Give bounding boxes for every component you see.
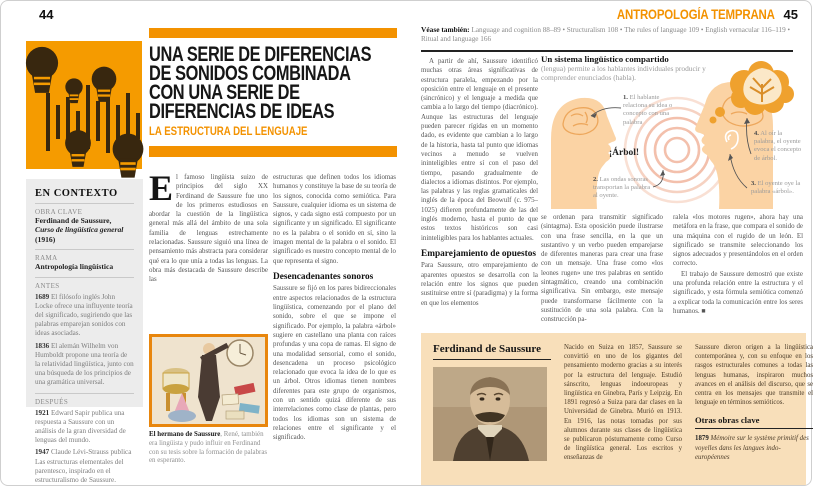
context-heading: EN CONTEXTO — [35, 188, 134, 204]
divider — [35, 393, 134, 394]
context-obra-value: Ferdinand de Saussure, Curso de lingüística general (1916) — [35, 216, 124, 244]
paragraph: se ordenan para transmitir significado (sintagma). Esta oposición puede ilustrarse con una frase sencilla, en la que un sustantivo y un verbo pueden emparejarse de diferentes maneras para crear una frase con un mensaje. Una frase como «los leones rugen» une tres palabras en sentido sintagmático, creando una combinación significativa. Sin embargo, este mensaje puede transformarse fácilmente con la sustitución de una sola palabra. Con la construcción pa- — [541, 214, 663, 324]
divider — [35, 277, 134, 278]
chapter-title-block — [149, 28, 397, 157]
body-column-1 — [149, 168, 268, 331]
diagram-title: Un sistema lingüístico compartido — [541, 54, 669, 64]
lightbulbs-illustration — [26, 41, 142, 169]
running-header — [589, 7, 798, 22]
paragraph: Para Saussure, otro emparejamiento de aparentes opuestos se desarrolla con la relación entre los signos que pueden sustituirse entre sí (paradigma) y la forma en que los elementos — [421, 262, 538, 307]
page-number-left: 44 — [39, 7, 54, 22]
body-column-2 — [273, 173, 396, 483]
vintage-collage-image — [152, 337, 265, 424]
context-entry: 1689 El filósofo inglés John Locke ofrece una influyente teoría del significado, sugiriendo que las palabras emparejan sonidos con ideas asociadas. — [35, 292, 133, 338]
see-also-refs: Language and cognition 88–89 • Structuralism 108 • The rules of language 109 • English vernacular 116–119 • Ritual and language 166 — [421, 26, 791, 44]
page-subtitle: LA ESTRUCTURA DEL LENGUAJE — [149, 126, 308, 138]
diagram-label-1: 1. El hablante relaciona su idea o concepto con una palabra — [623, 94, 673, 126]
lengua-habla-diagram — [541, 54, 806, 209]
context-sidebar — [26, 179, 143, 485]
context-entry: 1921 Edward Sapir publica una respuesta a Saussure con un análisis de la gran diversidad de lenguas del mundo. — [35, 408, 126, 445]
bio-right-column: Saussure dieron origen a la lingüística contemporánea y, con su enfoque en los rasgos estructurales comunes a todas las lenguas humanas, inspiraron muchos avances en el análisis del discurso, que se centra en los mensajes que transmite el lenguaje en términos semióticos. Otras obras clave 1879 Mémoire sur le système primitif des voyelles dans les langues indo-européennes — [695, 344, 813, 461]
drop-cap: E — [149, 168, 174, 208]
context-antes-label: ANTES — [35, 281, 60, 290]
section-heading: Emparejamiento de opuestos — [421, 248, 537, 259]
speech-word: ¡Árbol! — [609, 148, 640, 158]
context-obra-label: OBRA CLAVE — [35, 208, 83, 216]
biography-box — [421, 333, 813, 485]
other-works-heading: Otras obras clave — [695, 415, 813, 429]
paragraph: estructuras que definen todos los idiomas humanos y constituye la base de su teoría de los signos, conocida como semiótica. Para Saussure, cualquier idioma es un sistema de signos, y cada signo está compuesto por un significante y un significado. El significante no es la palabra o el sonido en sí, sino la imagen mental de la palabra o el sonido. El significado es nuestro concepto mental de lo que representa el signo. — [273, 174, 396, 265]
divider — [35, 249, 134, 250]
section-heading: Desencadenantes sonoros — [273, 271, 374, 282]
title-rule-top — [149, 28, 397, 38]
paragraph: A partir de ahí, Saussure identificó muchas otras áreas significativas de estructura paralela, empezando por la oposición entre el lenguaje en el presente (sincrónico) y el lenguaje a medida que cambia a lo largo del tiempo (diacrónico). Aunque las estructuras del lenguaje pueden parecer rígidas en un momento dado, es evidente que cambian a lo largo de la historia, hasta tal punto que idiomas vecinos a menudo se vuelven ininteligibles entre sí con el paso del tiempo, pasando gradualmente de dialectos a idiomas distintos. Por ejemplo, las palabras y las reglas gramaticales del inglés de la época del Beowulf (c. 975–1025) difieren profundamente de las del inglés moderno, hasta el punto de que estos textos históricos son casi ininteligibles para los hablantes actuales. — [421, 58, 538, 242]
see-also-label: Véase también: — [421, 25, 470, 34]
lightbulb-icon — [26, 41, 142, 169]
paragraph: ralela «los motores rugen», ahora hay una metáfora en la frase, que compara el sonido de una máquina con el rugido de un león. El significado se transmite seleccionando los signos adecuados y presentándolos en el orden correcto. — [673, 214, 803, 268]
body-column-3 — [421, 57, 538, 331]
context-rama-label: RAMA — [35, 254, 58, 263]
image-caption: El hermano de Saussure, René, también era lingüista y pudo influir en Ferdinand con su tesis sobre la formación de palabras en esperanto. — [149, 431, 268, 465]
rene-saussure-illustration — [149, 334, 268, 427]
other-works-entry: 1879 Mémoire sur le système primitif des voyelles dans les langues indo-européennes — [695, 435, 809, 461]
diagram-label-2: 2. Las ondas sonoras transportan la palabra al oyente. — [593, 176, 651, 200]
diagram-subtitle: (lengua) permite a los hablantes individuales producir y comprender enunciados (habla). — [541, 64, 706, 82]
saussure-portrait-photo — [433, 367, 547, 461]
paragraph: Saussure se fijó en los pares bidireccionales entre aspectos relacionados de la estructura lingüística, comenzando por el plano del sonido, sobre el que se impone el significado. Por ejemplo, la palabra «árbol» sugiere en castellano una planta con raíces profundas y una copa de ramas. El signo de una modalidad sensorial, como el sonido, desencadena un proceso psicológico relacionado que evoca la idea de lo que es un árbol. Otros idiomas tienen nombres diferentes para este grupo de organismos, con un sentido quizá diferente de sus interrelaciones como clase de plantas, pero todos los idiomas son un sistema de relaciones entre el significante y el significado. — [273, 285, 396, 442]
bio-name: Ferdinand de Saussure — [433, 343, 551, 360]
body-column-5 — [673, 213, 803, 331]
paragraph: El trabajo de Saussure demostró que existe una profunda relación entre la estructura y el significado, y esta fórmula semiótica comenzó a explicar toda la comunicación entre los seres humanos. ■ — [673, 270, 803, 315]
context-entry: 1947 Claude Lévi-Strauss publica Las estructuras elementales del parentesco, inspirado en el estructuralismo de Saussure. — [35, 448, 132, 485]
diagram-caption — [541, 54, 711, 82]
page-number-right: 45 — [783, 7, 798, 22]
chapter-name: ANTROPOLOGÍA TEMPRANA — [616, 7, 775, 22]
title-rule-bottom — [149, 146, 397, 157]
bio-middle-column: Nacido en Suiza en 1857, Saussure se convirtió en uno de los gigantes del pensamiento moderno gracias a su interés por la estructura del lenguaje. Estudió sánscrito, lenguas indoeuropeas y lingüística en Ginebra, París y Leipzig. En 1891 regresó a Suiza para dar clases en la Universidad de Ginebra. Murió en 1913. En 1916, las notas tomadas por sus alumnos durante sus clases de lingüística se publicaron póstumamente como Curso de lingüística general. Los escritos y enseñanzas de — [564, 344, 682, 462]
context-rama-value: Antropología lingüística — [35, 262, 114, 272]
body-column-4 — [541, 213, 663, 331]
see-also-block — [421, 25, 793, 52]
diagram-label-3: 3. El oyente oye la palabra «árbol». — [751, 180, 801, 196]
context-entry: 1836 El alemán Wilhelm von Humboldt propone una teoría de la relatividad lingüística, junto con una búsqueda de los principios de una gramática universal. — [35, 341, 134, 387]
bio-left-column — [433, 343, 551, 475]
page-title: UNA SERIE DE DIFERENCIAS DE SONIDOS COMBINADA CON UNA SERIE DE DIFERENCIAS DE IDEAS — [149, 43, 372, 123]
diagram-label-4: 4. Al oír la palabra, el oyente evoca el concepto de árbol. — [754, 130, 802, 162]
context-despues-label: DESPUÉS — [35, 397, 69, 406]
paragraph: l famoso lingüista suizo de principios del siglo XX Ferdinand de Saussure fue uno de los primeros estudiosos en abordar la cuestión de la lingüística general más allá del ámbito de una sola familia de lenguas estrechamente relacionadas. Saussure siguió una línea de pensamiento más abstracta para considerar qué era lo que unía a todas las lenguas. La obra más destacada de Saussure describe las — [149, 174, 268, 284]
